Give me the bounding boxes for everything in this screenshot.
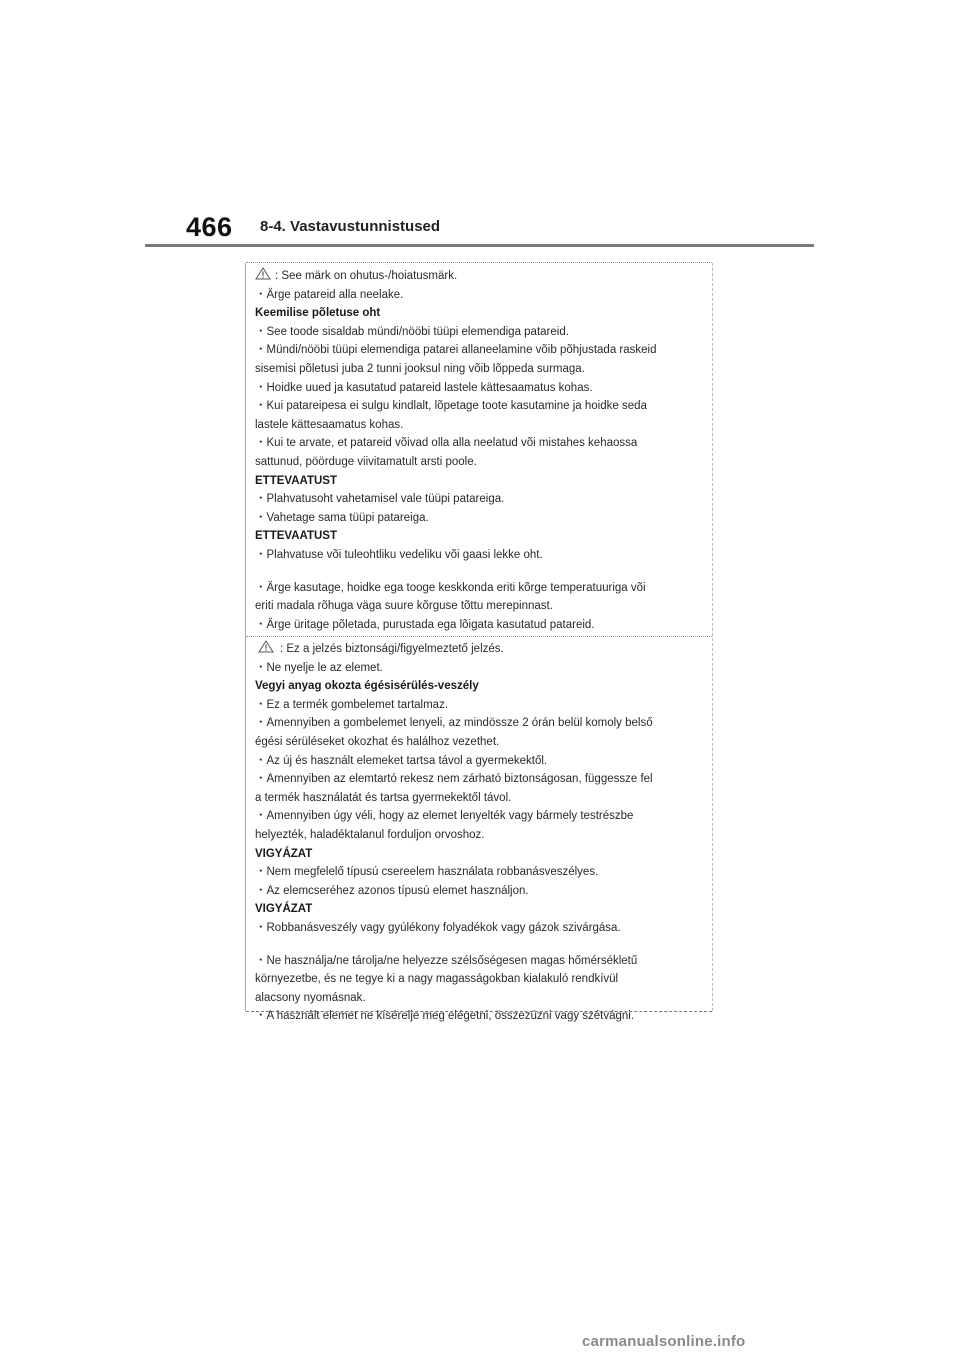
text-line: ・Kui te arvate, et patareid võivad olla alla neelatud või mistahes kehaossa — [255, 437, 638, 450]
text-line: ・Amennyiben a gombelemet lenyeli, az mindössze 2 órán belül komoly belső — [255, 717, 653, 730]
warning-heading: VIGYÁZAT — [255, 903, 313, 916]
text-line: ・Amennyiben az elemtartó rekesz nem zárható biztonságosan, függessze fel — [255, 773, 653, 786]
hungarian-symbol-row — [255, 640, 705, 659]
text-line: ・Ärge patareid alla neelake. — [255, 288, 404, 301]
text-line: ・Az új és használt elemeket tartsa távol a gyermekektől. — [255, 754, 548, 767]
hungarian-lines — [255, 659, 705, 1026]
hungarian-warning-section — [255, 640, 705, 1026]
estonian-symbol-note: : See märk on ohutus-/hoiatusmärk. — [275, 270, 458, 282]
text-line: ・Amennyiben úgy véli, hogy az elemet lenyelték vagy bármely testrészbe — [255, 810, 634, 823]
text-line: alacsony nyomásnak. — [255, 991, 366, 1004]
text-line: égési sérüléseket okozhat és halálhoz vezethet. — [255, 735, 500, 748]
warning-heading: ETTEVAATUST — [255, 530, 337, 543]
warning-heading: Vegyi anyag okozta égésisérülés-veszély — [255, 680, 479, 693]
text-line: ・Ärge üritage põletada, purustada ega lõigata kasutatud patareid. — [255, 618, 595, 631]
battery-warning-box — [246, 262, 712, 1023]
text-line: ・Mündi/nööbi tüüpi elemendiga patarei allaneelamine võib põhjustada raskeid — [255, 344, 657, 357]
page-number: 466 — [186, 212, 233, 242]
text-line: ・Plahvatusoht vahetamisel vale tüüpi patareiga. — [255, 493, 505, 506]
paragraph-gap — [255, 938, 705, 952]
paragraph-gap — [255, 565, 705, 579]
warning-heading: VIGYÁZAT — [255, 847, 313, 860]
text-line: helyezték, haladéktalanul forduljon orvoshoz. — [255, 828, 485, 841]
text-line: ・Ez a termék gombelemet tartalmaz. — [255, 698, 449, 711]
estonian-lines — [255, 286, 705, 635]
text-line: ・Robbanásveszély vagy gyúlékony folyadékok vagy gázok szivárgása. — [255, 921, 621, 934]
warning-triangle-icon — [258, 640, 274, 653]
warning-triangle-icon — [255, 267, 271, 280]
text-line: a termék használatát és tartsa gyermekektől távol. — [255, 791, 512, 804]
text-line: ・Kui patareipesa ei sulgu kindlalt, lõpetage toote kasutamine ja hoidke seda — [255, 400, 647, 413]
text-line: ・A használt elemet ne kísérelje meg elégetni, összezúzni vagy szétvágni. — [255, 1010, 635, 1023]
warning-heading: Keemilise põletuse oht — [255, 307, 381, 320]
language-divider — [246, 636, 712, 637]
section-title: 8-4. Vastavustunnistused — [260, 218, 441, 235]
warning-heading: ETTEVAATUST — [255, 474, 337, 487]
text-line: ・Ne nyelje le az elemet. — [255, 661, 383, 674]
text-line: ・Hoidke uued ja kasutatud patareid lastele kättesaamatus kohas. — [255, 381, 593, 394]
text-line: ・Plahvatuse või tuleohtliku vedeliku või gaasi lekke oht. — [255, 548, 543, 561]
text-line: sattunud, pöörduge viivitamatult arsti poole. — [255, 455, 477, 468]
text-line: ・Ne használja/ne tárolja/ne helyezze szélsőségesen magas hőmérsékletű — [255, 954, 638, 967]
hungarian-symbol-note: : Ez a jelzés biztonsági/figyelmeztető jelzés. — [280, 643, 504, 655]
text-line: ・Vahetage sama tüüpi patareiga. — [255, 511, 429, 524]
text-line: környezetbe, és ne tegye ki a nagy magasságokban kialakuló rendkívül — [255, 973, 619, 986]
text-line: lastele kättesaamatus kohas. — [255, 418, 404, 431]
text-line: eriti madala rõhuga väga suure kõrguse tõttu merepinnast. — [255, 600, 553, 613]
text-line: ・Nem megfelelő típusú csereelem használata robbanásveszélyes. — [255, 866, 599, 879]
text-line: ・Ärge kasutage, hoidke ega tooge keskkonda eriti kõrge temperatuuriga või — [255, 581, 646, 594]
text-line: ・See toode sisaldab mündi/nööbi tüüpi elemendiga patareid. — [255, 325, 569, 338]
header-divider — [145, 244, 814, 247]
text-line: sisemisi põletusi juba 2 tunni jooksul ning võib lõppeda surmaga. — [255, 362, 585, 375]
estonian-symbol-row — [255, 267, 705, 286]
text-line: ・Az elemcseréhez azonos típusú elemet használjon. — [255, 884, 529, 897]
estonian-warning-section — [255, 267, 705, 634]
site-watermark: carmanualsonline.info — [582, 1333, 746, 1350]
